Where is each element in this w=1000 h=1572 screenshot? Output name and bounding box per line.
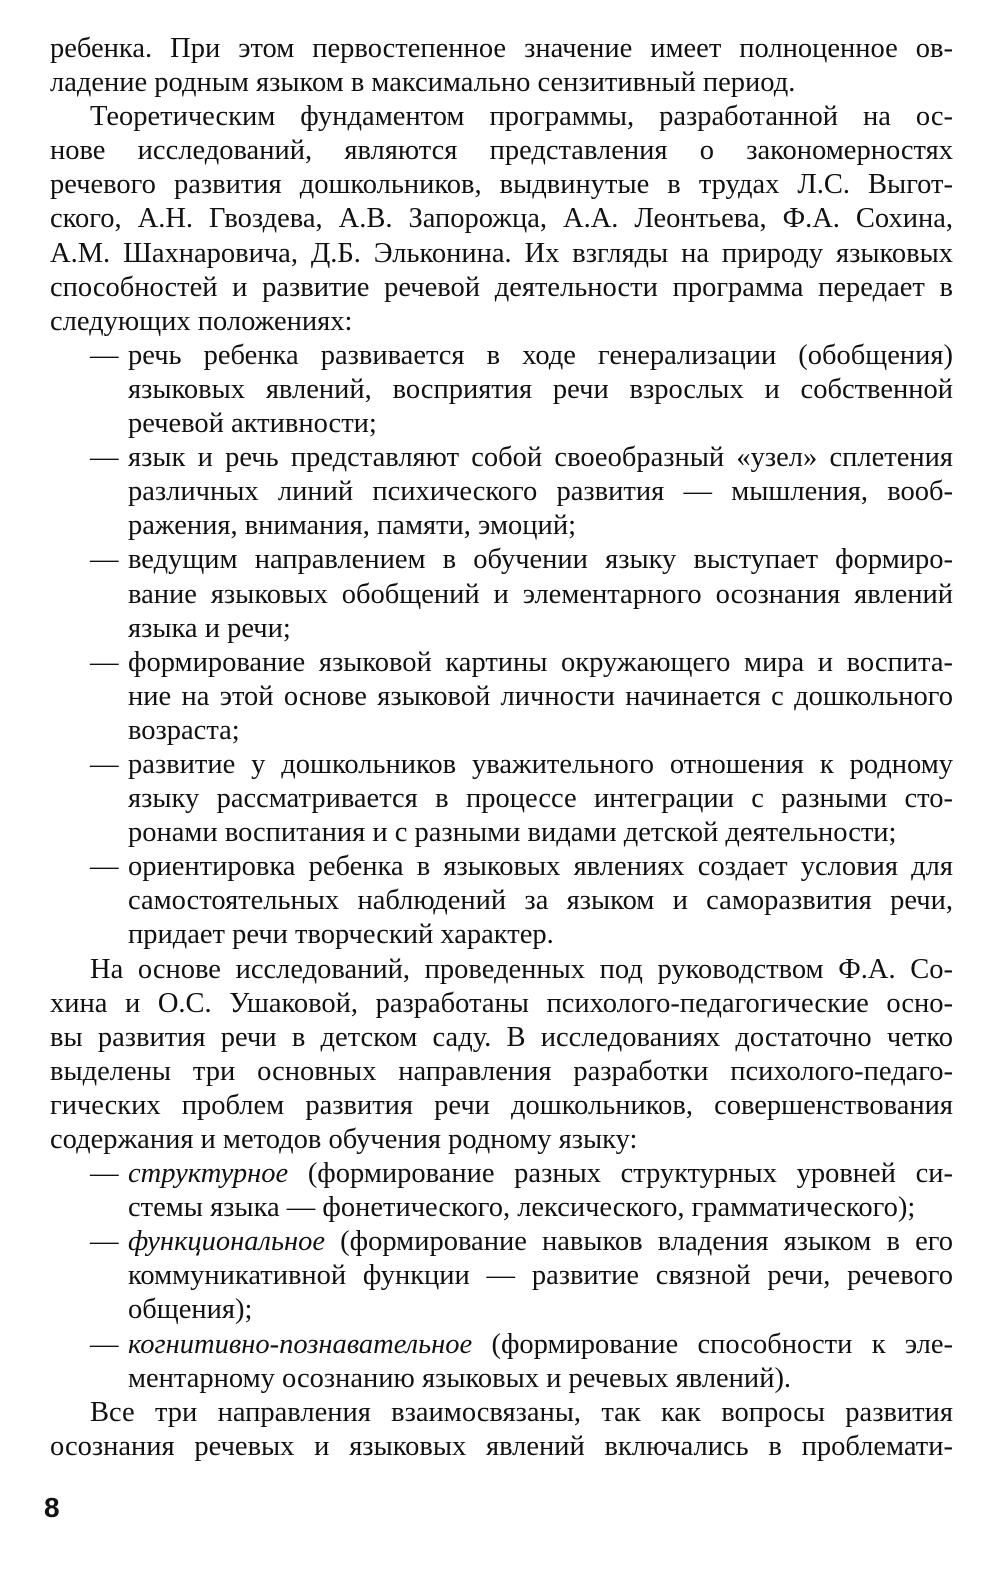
text-line: коммуникативной функции — развитие связной речи, речевого	[128, 1260, 953, 1292]
dash-marker: —	[90, 442, 119, 474]
text-line: ментарному осознанию языковых и речевых явлений).	[128, 1362, 792, 1394]
paragraph-continuation	[50, 32, 953, 100]
text-line: Теоретическим фундаментом программы, разработанной на ос-	[90, 101, 953, 133]
page-number: 8	[44, 1492, 60, 1523]
text-line: ориентировка ребенка в языковых явлениях создает условия для	[128, 851, 953, 883]
text-line: ладение родным языком в максимально сензитивный период.	[50, 67, 796, 99]
text-line	[128, 1225, 953, 1259]
text-line: речь ребенка развивается в ходе генерализации (обобщения)	[128, 339, 953, 371]
text-line: выделены три основных направления разработки психолого-педаго-	[50, 1055, 953, 1087]
dash-marker: —	[90, 1328, 119, 1360]
text-line: формирование языковой картины окружающего мира и воспита-	[128, 646, 953, 678]
paragraph-interconnection	[50, 1396, 953, 1464]
text-line: ведущим направлением в обучении языку выступает формиро-	[128, 544, 953, 576]
text-line: языку рассматривается в процессе интеграции с разными сто-	[128, 783, 953, 815]
list-item	[50, 646, 953, 748]
text-line: А.М. Шахнаровича, Д.Б. Эльконина. Их взгляды на природу языковых	[50, 237, 953, 269]
text-line: содержания и методов обучения родному языку:	[50, 1124, 638, 1155]
text-line: следующих положениях:	[50, 305, 353, 337]
paragraph-theoretical-foundation	[50, 100, 953, 339]
dash-marker: —	[90, 339, 119, 371]
text-line: различных линий психического развития — мышления, вооб-	[128, 476, 953, 508]
text-line: самостоятельных наблюдений за языком и саморазвития речи,	[128, 885, 953, 917]
list-item	[50, 543, 953, 645]
text-line: осознания речевых и языковых явлений включались в проблемати-	[50, 1430, 953, 1462]
dash-marker: —	[90, 544, 119, 576]
text-line: речевой активности;	[128, 408, 377, 440]
text-line: Все три направления взаимосвязаны, так как вопросы развития	[90, 1396, 953, 1428]
italic-term: функциональное	[128, 1226, 325, 1258]
text-line: общения);	[128, 1294, 253, 1326]
dash-marker: —	[90, 1226, 119, 1258]
provisions-list	[50, 339, 953, 953]
text-line: способностей и развитие речевой деятельности программа передает в	[50, 271, 953, 303]
text-line	[128, 1328, 953, 1362]
text-line: речевого развития дошкольников, выдвинутые в трудах Л.С. Выгот-	[50, 169, 953, 201]
text-line: нове исследований, являются представления о закономерностях	[50, 135, 953, 167]
text-line: ребенка. При этом первостепенное значение имеет полноценное ов-	[50, 33, 953, 64]
text-line: вание языковых обобщений и элементарного осознания явлений	[128, 578, 953, 610]
list-item	[50, 339, 953, 441]
text-line	[128, 1157, 953, 1191]
directions-list	[50, 1157, 953, 1396]
dash-marker: —	[90, 851, 119, 883]
dash-marker: —	[90, 646, 119, 678]
text-line: хина и О.С. Ушаковой, разработаны психолого-педагогические осно-	[50, 987, 953, 1019]
text-line: стемы языка — фонетического, лексического, грамматического);	[128, 1192, 916, 1224]
text-line: развитие у дошкольников уважительного отношения к родному	[128, 748, 953, 780]
italic-term: когнитивно-познавательное	[128, 1328, 473, 1360]
list-item	[50, 1225, 953, 1327]
italic-term: структурное	[128, 1158, 289, 1190]
text-line: вы развития речи в детском саду. В исследованиях достаточно четко	[50, 1021, 953, 1053]
page-body	[50, 32, 953, 1464]
list-item	[50, 748, 953, 850]
text-line: гических проблем развития речи дошкольников, совершенствования	[50, 1089, 953, 1121]
text-line: возраста;	[128, 714, 240, 746]
text-line: ронами воспитания и с разными видами детской деятельности;	[128, 817, 897, 849]
list-item	[50, 1328, 953, 1396]
text-line: ского, А.Н. Гвоздева, А.В. Запорожца, А.А. Леонтьева, Ф.А. Сохина,	[50, 203, 953, 235]
list-item	[50, 441, 953, 543]
text-fragment: (формирование разных структурных уровней си-	[288, 1158, 953, 1190]
text-line: На основе исследований, проведенных под руководством Ф.А. Со-	[90, 953, 953, 985]
text-line: ние на этой основе языковой личности начинается с дошкольного	[128, 680, 953, 712]
text-line: язык и речь представляют собой своеобразный «узел» сплетения	[128, 442, 953, 474]
text-line: ражения, внимания, памяти, эмоций;	[128, 510, 576, 542]
dash-marker: —	[90, 1158, 119, 1190]
text-fragment: (формирование способности к эле-	[472, 1328, 953, 1360]
text-line: придает речи творческий характер.	[128, 919, 554, 951]
text-line: языка и речи;	[128, 612, 291, 644]
paragraph-research-directions	[50, 953, 953, 1158]
list-item	[50, 850, 953, 952]
text-fragment: (формирование навыков владения языком в его	[324, 1226, 953, 1258]
text-line: языковых явлений, восприятия речи взрослых и собственной	[128, 373, 953, 405]
dash-marker: —	[90, 748, 119, 780]
list-item	[50, 1157, 953, 1225]
